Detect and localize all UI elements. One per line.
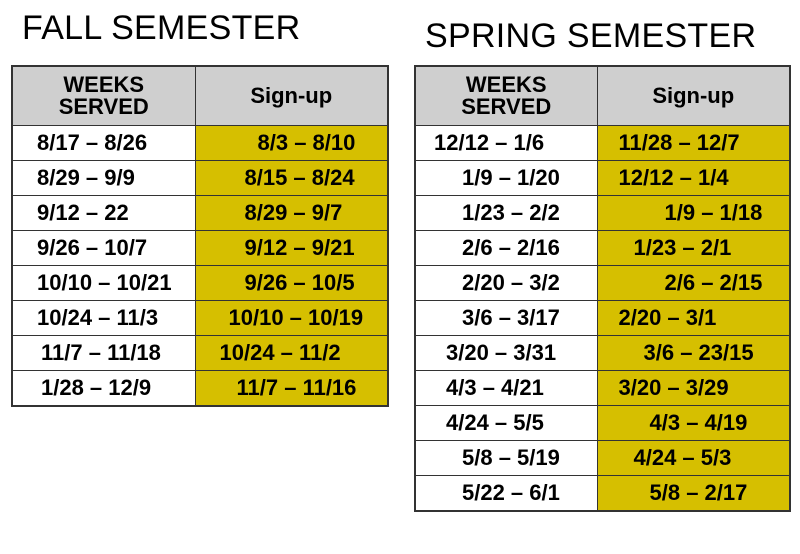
weeks-served-cell: 2/6 – 2/16 bbox=[415, 231, 597, 266]
fall-header-row bbox=[12, 66, 388, 126]
signup-cell: 10/24 – 11/2 bbox=[195, 336, 388, 371]
signup-cell: 12/12 – 1/4 bbox=[597, 161, 790, 196]
weeks-served-cell: 9/12 – 22 bbox=[12, 196, 195, 231]
signup-cell: 3/6 – 23/15 bbox=[597, 336, 790, 371]
fall-semester-title: FALL SEMESTER bbox=[22, 9, 301, 47]
table-row bbox=[415, 126, 790, 161]
table-row bbox=[12, 126, 388, 161]
table-row bbox=[415, 301, 790, 336]
signup-cell: 2/20 – 3/1 bbox=[597, 301, 790, 336]
spring-table-body bbox=[415, 126, 790, 512]
signup-header: Sign-up bbox=[195, 66, 388, 126]
spring-semester-title: SPRING SEMESTER bbox=[425, 17, 757, 55]
weeks-served-cell: 1/9 – 1/20 bbox=[415, 161, 597, 196]
signup-cell: 9/26 – 10/5 bbox=[195, 266, 388, 301]
weeks-served-cell: 5/8 – 5/19 bbox=[415, 441, 597, 476]
weeks-served-cell: 8/17 – 8/26 bbox=[12, 126, 195, 161]
weeks-served-cell: 9/26 – 10/7 bbox=[12, 231, 195, 266]
signup-cell: 8/29 – 9/7 bbox=[195, 196, 388, 231]
weeks-served-header bbox=[415, 66, 597, 126]
table-row bbox=[415, 196, 790, 231]
weeks-served-cell: 1/28 – 12/9 bbox=[12, 371, 195, 407]
weeks-served-cell: 3/6 – 3/17 bbox=[415, 301, 597, 336]
weeks-served-cell: 12/12 – 1/6 bbox=[415, 126, 597, 161]
weeks-served-header-line1: WEEKS bbox=[465, 72, 547, 97]
weeks-served-cell: 5/22 – 6/1 bbox=[415, 476, 597, 512]
weeks-served-cell: 1/23 – 2/2 bbox=[415, 196, 597, 231]
weeks-served-header-line2: SERVED bbox=[461, 94, 552, 119]
signup-cell: 5/8 – 2/17 bbox=[597, 476, 790, 512]
signup-cell: 2/6 – 2/15 bbox=[597, 266, 790, 301]
table-row bbox=[415, 476, 790, 512]
weeks-served-cell: 8/29 – 9/9 bbox=[12, 161, 195, 196]
signup-cell: 4/24 – 5/3 bbox=[597, 441, 790, 476]
table-row bbox=[12, 371, 388, 407]
table-row bbox=[12, 301, 388, 336]
weeks-served-cell: 3/20 – 3/31 bbox=[415, 336, 597, 371]
table-row bbox=[415, 441, 790, 476]
weeks-served-cell: 4/24 – 5/5 bbox=[415, 406, 597, 441]
signup-cell: 10/10 – 10/19 bbox=[195, 301, 388, 336]
table-row bbox=[415, 231, 790, 266]
weeks-served-cell: 10/10 – 10/21 bbox=[12, 266, 195, 301]
table-row bbox=[12, 336, 388, 371]
signup-header: Sign-up bbox=[597, 66, 790, 126]
weeks-served-header-line2: SERVED bbox=[58, 94, 149, 119]
signup-cell: 1/9 – 1/18 bbox=[597, 196, 790, 231]
signup-cell: 3/20 – 3/29 bbox=[597, 371, 790, 406]
spring-header-row bbox=[415, 66, 790, 126]
weeks-served-cell: 11/7 – 11/18 bbox=[12, 336, 195, 371]
signup-cell: 9/12 – 9/21 bbox=[195, 231, 388, 266]
table-row bbox=[415, 336, 790, 371]
fall-table-body bbox=[12, 126, 388, 407]
signup-cell: 8/3 – 8/10 bbox=[195, 126, 388, 161]
table-row bbox=[12, 161, 388, 196]
table-row bbox=[12, 196, 388, 231]
table-row bbox=[415, 266, 790, 301]
signup-cell: 4/3 – 4/19 bbox=[597, 406, 790, 441]
signup-cell: 11/28 – 12/7 bbox=[597, 126, 790, 161]
table-row bbox=[415, 406, 790, 441]
signup-cell: 1/23 – 2/1 bbox=[597, 231, 790, 266]
weeks-served-cell: 4/3 – 4/21 bbox=[415, 371, 597, 406]
weeks-served-header-line1: WEEKS bbox=[63, 72, 145, 97]
weeks-served-header bbox=[12, 66, 195, 126]
signup-cell: 11/7 – 11/16 bbox=[195, 371, 388, 407]
fall-schedule-table bbox=[11, 65, 389, 407]
table-row bbox=[12, 266, 388, 301]
spring-schedule-table bbox=[414, 65, 791, 512]
table-row bbox=[415, 371, 790, 406]
signup-cell: 8/15 – 8/24 bbox=[195, 161, 388, 196]
table-row bbox=[415, 161, 790, 196]
weeks-served-cell: 2/20 – 3/2 bbox=[415, 266, 597, 301]
table-row bbox=[12, 231, 388, 266]
weeks-served-cell: 10/24 – 11/3 bbox=[12, 301, 195, 336]
